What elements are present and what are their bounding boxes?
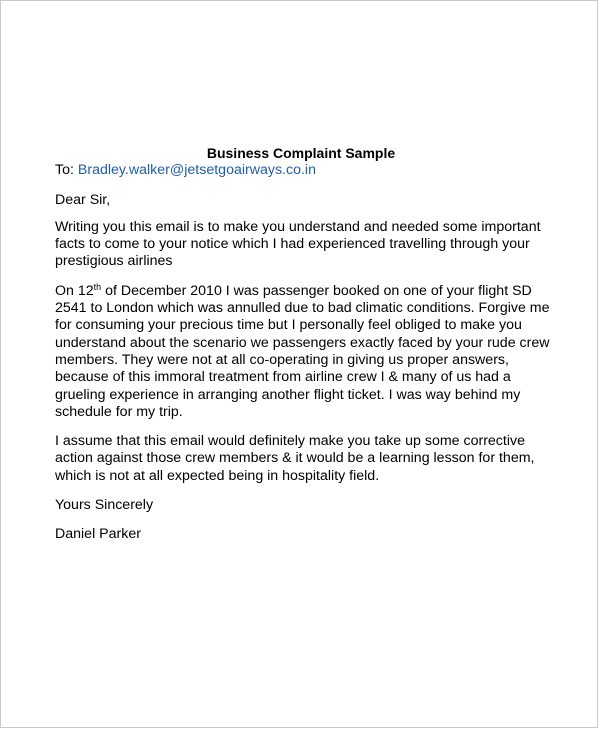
document-title: Business Complaint Sample	[206, 145, 396, 161]
letter-body	[55, 145, 555, 544]
signature: Daniel Parker	[55, 526, 141, 543]
paragraph-intro: Writing you this email is to make you understand and needed some important facts to come to your notice which I had experienced travelling through your prestigious airlines	[55, 218, 541, 270]
paragraph-request: I assume that this email would definitely make you take up some corrective action against those crew members & it would be a learning lesson for them, which is not at all expected being in hospitality field.	[55, 433, 535, 484]
ordinal-suffix: th	[93, 281, 102, 292]
recipient-line	[55, 162, 555, 179]
paragraph-incident-text: of December 2010 I was passenger booked on one of your flight SD 2541 to London which was annulled due to bad climatic conditions. Forgive me for consuming your precious time but I personally feel obliged to make you understand about the scenario we passengers exactly faced by your rude crew members. They were not at all co-operating in giving us proper answers, because of this immoral treatment from airline crew I & many of us had a grueling experience in arranging another flight ticket. I was way behind my schedule for my trip.	[55, 282, 550, 420]
paragraph-incident-prefix: On 12	[55, 282, 94, 299]
greeting: Dear Sir,	[55, 191, 111, 208]
paragraph-incident	[55, 283, 555, 421]
closing: Yours Sincerely	[55, 497, 154, 514]
recipient-email-link[interactable]: Bradley.walker@jetsetgoairways.co.in	[77, 162, 316, 179]
to-label: To:	[55, 162, 78, 179]
